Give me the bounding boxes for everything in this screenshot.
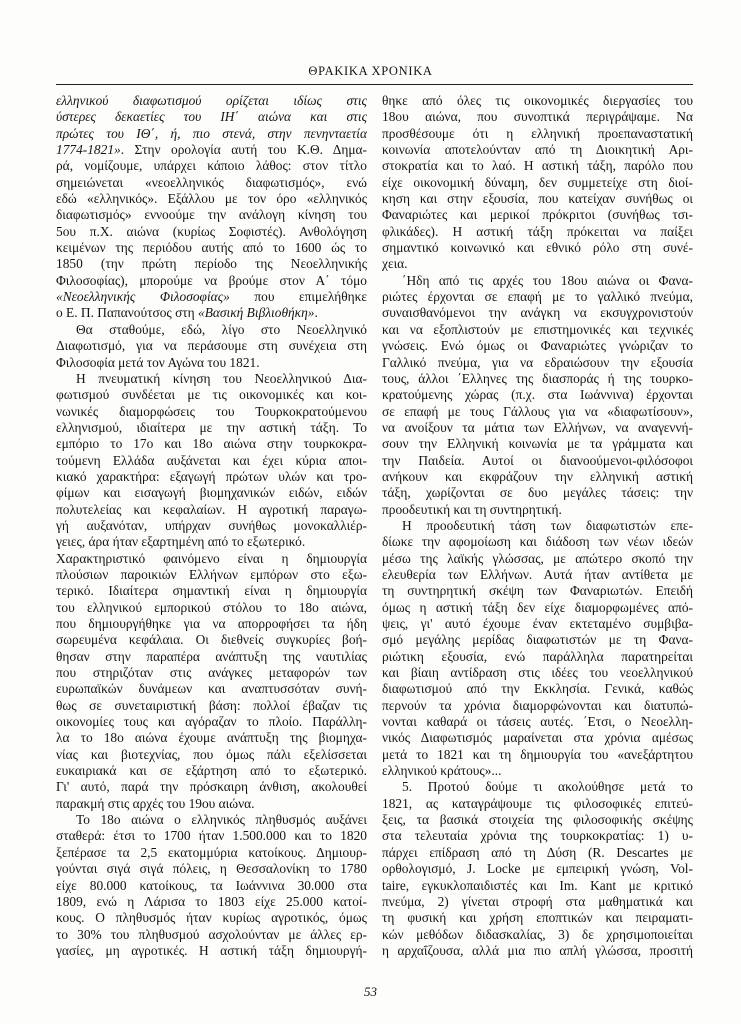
text-line: κρατούμενης χώρας (π.χ. στα Ιωάννινα) έρχονται: [382, 387, 693, 403]
text-line: ελληνικού κράτους»...: [382, 763, 502, 779]
text-line: διαφωτισμού από την Εκκλησία. Γενικά, καθώς: [382, 681, 693, 697]
text-span: .: [314, 305, 318, 321]
right-column: [382, 93, 693, 959]
text-line: Διαφωτισμό, για να περάσουμε στη συνέχεια στη: [56, 338, 367, 354]
text-line: γειες, άρα ήταν εξαρτημένη από το εξωτερικό.: [56, 534, 306, 550]
paragraph: [382, 273, 693, 518]
text-line: [56, 126, 367, 142]
text-line: είχε 80.000 κατοίκους, τα Ιωάννινα 30.000 στα: [56, 877, 367, 893]
text-line: 18ου αιώνα, που συνοπτικά περιγράψαμε. Να: [382, 109, 693, 125]
text-line: Φιλοσοφία μετά τον Αγώνα του 1821.: [56, 354, 260, 370]
text-line: εμπόριο το 17ο και 18ο αιώνα στην τουρκοκρα-: [56, 436, 367, 452]
paragraph: [382, 93, 693, 273]
italic-text: 1774-1821»: [56, 142, 121, 158]
text-line: διαφωτισμός» εννοούμε την ανάλογη κίνηση του: [56, 207, 367, 223]
italic-text: «Νεοελληνικής Φιλοσοφίας»: [56, 289, 230, 305]
text-line: συναισθανόμενοι την ανάγκη να εκσυγχρονιστούν: [382, 305, 693, 321]
text-line: μετά το 1821 και τη δημιουργία του «ανεξάρτητου: [382, 746, 693, 762]
text-line: σε επαφή με τους Γάλλους για να «διαφωτίσουν»,: [382, 403, 693, 419]
text-line: Φιλοσοφίας), μπορούμε να βρούμε στον Α΄ τόμο: [56, 272, 367, 288]
text-line: εδώ «ελληνικός». Εξάλλου με τον όρο «ελληνικός: [56, 191, 367, 207]
text-line: ριώτες έρχονται σε επαφή με το γαλλικό πνεύμα,: [382, 289, 693, 305]
text-line: γή αυξανόταν, υπήρχαν συνήθως μονοκαλλιέρ-: [56, 517, 367, 533]
text-line: πνεύμα, 2) γίνεται στροφή στα μαθηματικά και: [382, 893, 693, 909]
text-line: περνούν τα χρόνια διαμορφώνονται και διατυπώ-: [382, 697, 693, 713]
text-line: λα το 18ο αιώνα έχουμε ανάπτυξη της βιομηχα-: [56, 730, 367, 746]
text-line: κους. Ο πληθυσμός ήταν κυρίως αγροτικός, όμως: [56, 910, 367, 926]
text-line: τη φυσική και χρήση εποπτικών και πειραματι-: [382, 910, 693, 926]
text-line: [56, 93, 367, 109]
paragraph: [56, 812, 367, 959]
text-line: taire, εγκυκλοπαιδιστές και Im. Kant με κριτικό: [382, 877, 693, 893]
text-span: . Στην ορολογία αυτή του Κ.Θ. Δημα-: [120, 142, 367, 158]
text-line: προσθέσουμε ότι η ελληνική προεπαναστατική: [382, 125, 693, 141]
paragraph: [56, 322, 367, 371]
text-line: 1821, ας καταγράψουμε τις φιλοσοφικές επιτεύ-: [382, 795, 693, 811]
page-number: 53: [364, 984, 377, 999]
text-line: ψεις, γι' αυτό έχουμε έναν εκτεταμένο συμβιβα-: [382, 616, 693, 631]
text-line: φλικάδες). Η αστική τάξη πρόκειται να παίξει: [382, 223, 693, 239]
text-line: ανήκουν και εκφράζουν την ελληνική αστική: [382, 468, 693, 484]
text-line: Γι' αυτό, παρά την πρόσκαιρη άνθιση, ακολουθεί: [56, 779, 367, 795]
text-line: στοκρατία και το λαό. Η αστική τάξη, παρόλο που: [382, 158, 693, 174]
text-line: κιακό χαρακτήρα: εξαγωγή πρώτων υλών και τρο-: [56, 468, 367, 484]
text-line: νίας και βιοτεχνίας, που όμως πάλι εξελίσσεται: [56, 746, 367, 762]
text-line: γασίες, μη αγροτικές. Η αστική τάξη δημιουργή-: [56, 942, 367, 958]
text-line: σωρευμένα κεφάλαια. Οι διεθνείς συγκυρίες βοή-: [56, 632, 367, 648]
text-line: που δημιουργήθηκε για να απορροφήσει τα ήδη: [56, 616, 367, 631]
text-line: κοινωνία αποτελούνταν από τη Διοικητική Αρι-: [382, 142, 693, 158]
text-line: που στηριζόταν στις ανάγκες μεταφορών των: [56, 665, 367, 681]
text-line: είχε οικονομική δύναμη, δεν συμμετείχε στη διοί-: [382, 174, 693, 190]
text-line: θως σε συνεταιριστική βάση: πολλοί έβαζαν τις: [56, 697, 367, 713]
text-line: ξεπέρασε τα 2,5 εκατομμύρια κατοίκους. Δημιουρ-: [56, 844, 367, 860]
text-line: Η πνευματική κίνηση του Νεοελληνικού Δια-: [76, 370, 367, 386]
text-line: νωνικές διαμορφώσεις του Τουρκοκρατούμενου: [56, 403, 367, 419]
text-span: που επιμελήθηκε: [229, 289, 367, 305]
text-line: τη συντηρητική σκέψη των Φαναριωτών. Επειδή: [382, 583, 693, 599]
text-line: παρακμή στις αρχές του 19ου αιώνα.: [56, 795, 255, 811]
paragraph: [56, 551, 367, 813]
text-line: [56, 109, 367, 125]
text-line: κών μεθόδων διδασκαλίας, 3) δε χρησιμοποιείται: [382, 926, 693, 942]
text-line: θησαν στην παραπέρα ανάπτυξη της ναυτιλίας: [56, 648, 367, 664]
text-line: φίμων και εισαγωγή βιομηχανικών ειδών, ειδών: [56, 485, 367, 501]
text-line: και βίαιη αντίδραση στις ιδέες του νεοελληνικού: [382, 665, 693, 681]
text-line: Το 18ο αιώνα ο ελληνικός πληθυσμός αυξάνει: [76, 812, 367, 828]
paragraph: [382, 518, 693, 780]
text-line: ρά, νομίζουμε, υπάρχει κάποιο λάθος: στον τίτλο: [56, 158, 367, 174]
text-line: την Παιδεία. Αυτοί οι διανοούμενοι-φιλόσοφοι: [382, 452, 693, 468]
header-rule: [56, 84, 693, 85]
text-line: σουν την Ελληνική κοινωνία με τα γράμματα και: [382, 436, 693, 452]
text-line: Φαναριώτες και μερικοί πρόκριτοι (συνήθως τσι-: [382, 207, 693, 223]
text-line: θηκε από όλες τις οικονομικές διεργασίες του: [382, 93, 693, 108]
text-line: πολυτελείας και κεφαλαίων. Η αγροτική παραγω-: [56, 501, 367, 517]
text-line: σταθερά: έτσι το 1700 ήταν 1.500.000 και το 1820: [56, 828, 367, 844]
italic-text: ύστερες δεκαετίες του ΙΗ΄ αιώνα και στις: [56, 109, 367, 125]
text-line: οικονομίες τους και αγόραζαν το πλοίο. Παράλλη-: [56, 714, 367, 730]
text-line: πλούσιων παροικιών Ελλήνων εμπόρων στο εξω-: [56, 566, 367, 582]
text-line: νικός Διαφωτισμός μαραίνεται στα χρόνια αμέσως: [382, 730, 693, 746]
text-line: Γαλλικό πνεύμα, για να εδραιώσουν την εξουσία: [382, 354, 693, 370]
text-line: η αρχαΐζουσα, αλλά μια πιο απλή γλώσσα, προσιτή: [382, 942, 693, 958]
text-line: του ελληνικού εμπορικού στόλου το 18ο αιώνα,: [56, 599, 367, 615]
text-line: σημαντικό κοινωνικό και εθνικό ρόλο στη συνέ-: [382, 240, 693, 256]
text-line: τάξη, χωρίζονται σε δυο μεγάλες τάσεις: την: [382, 485, 693, 501]
text-line: όμως η αστική τάξη δεν είχε διαμορφωμένες από-: [382, 599, 693, 615]
text-line: ελληνισμού, ιδιαίτερα με την αστική τάξη. Το: [56, 419, 367, 435]
running-header: ΘΡΑΚΙΚΑ ΧΡΟΝΙΚΑ: [308, 64, 433, 78]
text-line: [56, 142, 367, 158]
text-line: ελευθερία των Ελλήνων. Αυτά ήταν αντίθετα με: [382, 566, 693, 582]
italic-text: «Βασική Βιβλιοθήκη»: [198, 305, 315, 321]
left-column: [56, 93, 367, 959]
text-line: τούμενη Ελλάδα αυξάνεται και έχει κύρια αποι-: [56, 452, 367, 468]
text-line: νονται καθαρά οι τάσεις αυτές. ΄Ετσι, ο Νεοελλη-: [382, 714, 693, 730]
text-line: κειμένων της περιόδου αυτής από το 1600 ώς το: [56, 240, 367, 256]
text-line: σημειώνεται «νεοελληνικός διαφωτισμός», ενώ: [56, 174, 367, 190]
text-line: 1850 (την πρώτη περίοδο της Νεοελληνικής: [56, 256, 367, 272]
text-line: χεια.: [382, 256, 408, 272]
text-span: ο Ε. Π. Παπανούτσος στη: [56, 305, 199, 321]
paragraph: [56, 371, 367, 551]
text-line: Θα σταθούμε, εδώ, λίγο στο Νεοελληνικό: [76, 321, 367, 337]
text-line: τερικό. Ιδιαίτερα σημαντική είναι η δημιουργία: [56, 583, 367, 599]
text-line: προοδευτική και τη συντηρητική.: [382, 501, 562, 517]
text-line: ξεις, τα βασικά στοιχεία της φιλοσοφικής σκέψης: [382, 812, 693, 828]
text-line: ευρωπαϊκών δυνάμεων και αναπτυσσόταν συνή-: [56, 681, 367, 697]
text-line: γούνται σιγά σιγά πόλεις, η Θεσσαλονίκη το 1780: [56, 861, 367, 877]
text-line: 5. Προτού δούμε τι ακολούθησε μετά το: [402, 779, 693, 795]
text-line: ριώτικη εξουσία, ενώ παράλληλα παρατηρείται: [382, 648, 693, 664]
text-line: τους, άλλοι ΄Ελληνες της διασποράς ή της τουρκο-: [382, 370, 693, 386]
text-line: και να εξοπλιστούν με επιστημονικές και τεχνικές: [382, 321, 693, 337]
italic-text: πρώτες του ΙΘ΄, ή, πιο στενά, στην πενηνταετία: [56, 125, 367, 141]
text-line: 1809, ενώ η Λάρισα το 1803 είχε 25.000 κατοί-: [56, 893, 367, 909]
italic-text: ελληνικού διαφωτισμού ορίζεται ιδίως στις: [56, 93, 367, 108]
text-line: φωτισμού συνδέεται με τις οικονομικές και κοι-: [56, 387, 367, 403]
paragraph: [56, 93, 367, 322]
text-line: κηση και στην εξουσία, που κατείχαν συνήθως οι: [382, 191, 693, 207]
text-line: δίωκε την αφομοίωση και διάδοση των νέων ιδεών: [382, 534, 693, 550]
text-line: Η προοδευτική τάση των διαφωτιστών επε-: [402, 517, 693, 533]
text-line: στα τελευταία χρόνια της τουρκοκρατίας: 1) υ-: [382, 828, 693, 844]
text-line: ΄Ηδη από τις αρχές του 18ου αιώνα οι Φανα-: [402, 272, 693, 288]
text-line: ορθολογισμό, J. Locke με εμπειρική γνώση, Vol-: [382, 861, 693, 877]
text-line: μέσω της λαϊκής γλώσσας, με απώτερο σκοπό την: [382, 550, 693, 566]
text-line: [56, 289, 367, 305]
text-line: πάρχει επίδραση από τη Δύση (R. Descartes με: [382, 844, 693, 860]
text-line: ευκαιριακά και σε εξάρτηση από το εξωτερικό.: [56, 763, 367, 779]
text-line: σμό μεγάλης μερίδας διαφωτιστών με τη Φανα-: [382, 632, 693, 648]
text-line: το 30% του πληθυσμού ασχολούνταν με άλλες ερ-: [56, 926, 367, 942]
text-line: γνώσεις. Ενώ όμως οι Φαναριώτες γνώριζαν το: [382, 338, 693, 354]
text-line: 5ου π.Χ. αιώνα (κυρίως Σοφιστές). Ανθολόγηση: [56, 223, 367, 239]
text-line: Χαρακτηριστικό φαινόμενο είναι η δημιουργία: [56, 550, 367, 566]
paragraph: [382, 779, 693, 959]
text-line: να ανοίξουν τα μάτια των Ελλήνων, να αναγεννή-: [382, 419, 693, 435]
text-line: [56, 305, 367, 321]
